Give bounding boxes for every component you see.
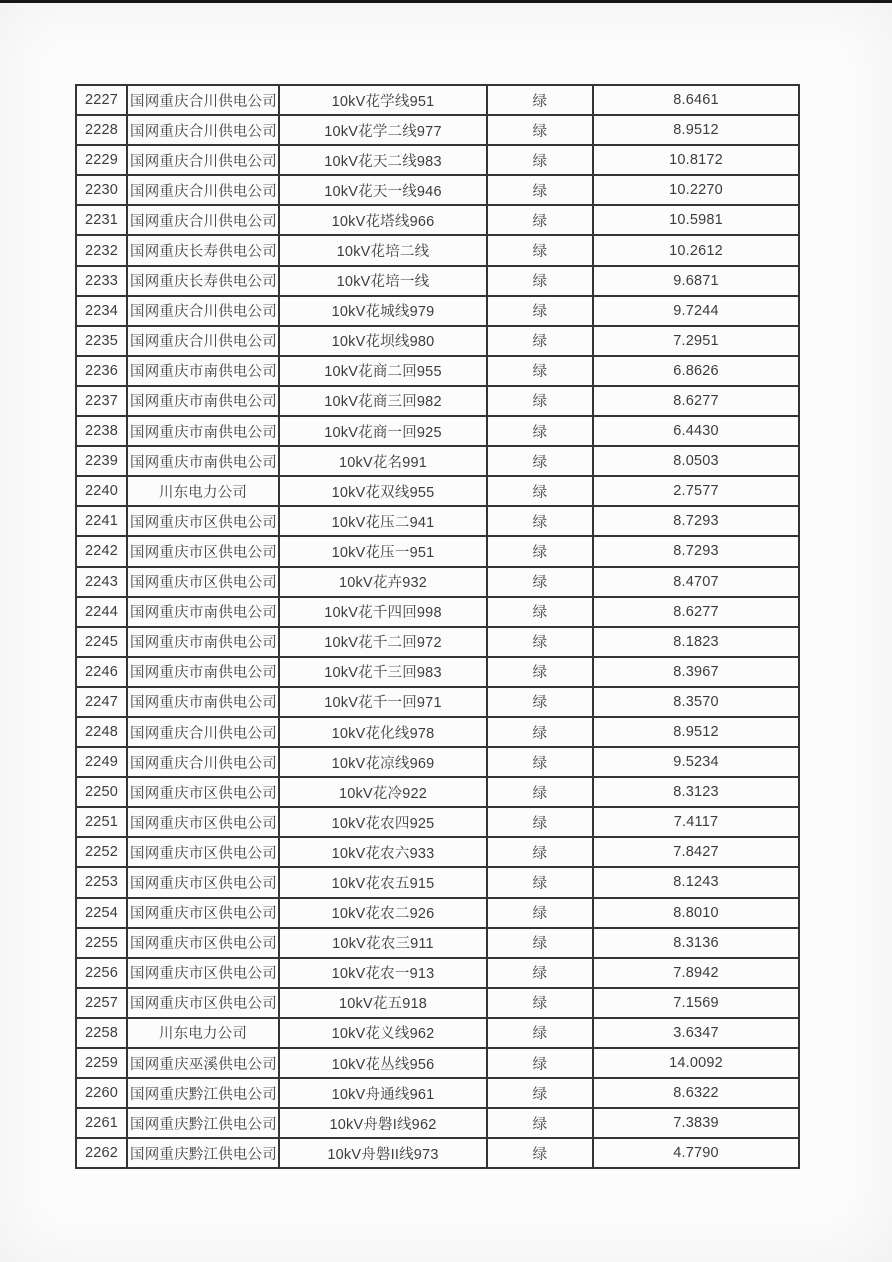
cell-company: 国网重庆市区供电公司 [127, 536, 279, 566]
cell-line: 10kV花冷922 [279, 777, 487, 807]
cell-id: 2249 [76, 747, 127, 777]
cell-id: 2229 [76, 145, 127, 175]
cell-id: 2239 [76, 446, 127, 476]
cell-company: 国网重庆巫溪供电公司 [127, 1048, 279, 1078]
cell-id: 2258 [76, 1018, 127, 1048]
table-row [76, 506, 799, 536]
cell-company: 国网重庆市区供电公司 [127, 867, 279, 897]
cell-id: 2235 [76, 326, 127, 356]
cell-value: 10.8172 [593, 145, 799, 175]
table-row [76, 567, 799, 597]
table-row [76, 235, 799, 265]
cell-company: 国网重庆长寿供电公司 [127, 235, 279, 265]
cell-id: 2243 [76, 567, 127, 597]
cell-id: 2257 [76, 988, 127, 1018]
table-row [76, 175, 799, 205]
cell-status: 绿 [487, 657, 593, 687]
table-row [76, 717, 799, 747]
cell-status: 绿 [487, 145, 593, 175]
cell-status: 绿 [487, 777, 593, 807]
cell-value: 7.3839 [593, 1108, 799, 1138]
cell-line: 10kV花农四925 [279, 807, 487, 837]
cell-id: 2240 [76, 476, 127, 506]
cell-status: 绿 [487, 1018, 593, 1048]
cell-status: 绿 [487, 115, 593, 145]
table-row [76, 988, 799, 1018]
cell-line: 10kV花学二线977 [279, 115, 487, 145]
cell-line: 10kV舟磐I线962 [279, 1108, 487, 1138]
cell-company: 国网重庆市区供电公司 [127, 567, 279, 597]
table-row [76, 356, 799, 386]
cell-line: 10kV花名991 [279, 446, 487, 476]
cell-line: 10kV花坝线980 [279, 326, 487, 356]
cell-id: 2237 [76, 386, 127, 416]
cell-status: 绿 [487, 85, 593, 115]
cell-status: 绿 [487, 476, 593, 506]
table-row [76, 597, 799, 627]
table-row [76, 687, 799, 717]
cell-status: 绿 [487, 175, 593, 205]
cell-company: 国网重庆市南供电公司 [127, 446, 279, 476]
cell-value: 8.9512 [593, 115, 799, 145]
cell-value: 4.7790 [593, 1138, 799, 1168]
cell-id: 2245 [76, 627, 127, 657]
cell-company: 国网重庆市区供电公司 [127, 777, 279, 807]
cell-company: 国网重庆市区供电公司 [127, 898, 279, 928]
cell-line: 10kV花义线962 [279, 1018, 487, 1048]
cell-company: 川东电力公司 [127, 476, 279, 506]
cell-line: 10kV花培二线 [279, 235, 487, 265]
table-row [76, 958, 799, 988]
cell-line: 10kV花天一线946 [279, 175, 487, 205]
cell-id: 2255 [76, 928, 127, 958]
cell-id: 2260 [76, 1078, 127, 1108]
cell-value: 8.9512 [593, 717, 799, 747]
cell-value: 8.4707 [593, 567, 799, 597]
cell-status: 绿 [487, 988, 593, 1018]
cell-value: 8.6461 [593, 85, 799, 115]
cell-line: 10kV花商三回982 [279, 386, 487, 416]
cell-status: 绿 [487, 597, 593, 627]
cell-value: 9.6871 [593, 266, 799, 296]
cell-value: 7.2951 [593, 326, 799, 356]
cell-value: 10.5981 [593, 205, 799, 235]
cell-id: 2252 [76, 837, 127, 867]
cell-value: 7.1569 [593, 988, 799, 1018]
cell-company: 国网重庆合川供电公司 [127, 296, 279, 326]
cell-line: 10kV花农六933 [279, 837, 487, 867]
cell-status: 绿 [487, 235, 593, 265]
cell-company: 国网重庆市南供电公司 [127, 627, 279, 657]
cell-id: 2259 [76, 1048, 127, 1078]
table-row [76, 85, 799, 115]
cell-id: 2246 [76, 657, 127, 687]
cell-status: 绿 [487, 928, 593, 958]
cell-value: 8.7293 [593, 506, 799, 536]
cell-company: 国网重庆合川供电公司 [127, 717, 279, 747]
table-row [76, 386, 799, 416]
table-row [76, 1018, 799, 1048]
cell-company: 国网重庆合川供电公司 [127, 145, 279, 175]
table-row [76, 837, 799, 867]
table-row [76, 747, 799, 777]
cell-value: 14.0092 [593, 1048, 799, 1078]
cell-status: 绿 [487, 627, 593, 657]
cell-line: 10kV花千四回998 [279, 597, 487, 627]
cell-line: 10kV花压二941 [279, 506, 487, 536]
table-row [76, 898, 799, 928]
cell-value: 9.5234 [593, 747, 799, 777]
cell-value: 7.8427 [593, 837, 799, 867]
cell-id: 2261 [76, 1108, 127, 1138]
cell-id: 2250 [76, 777, 127, 807]
cell-line: 10kV花化线978 [279, 717, 487, 747]
cell-value: 10.2612 [593, 235, 799, 265]
cell-status: 绿 [487, 747, 593, 777]
cell-value: 8.3570 [593, 687, 799, 717]
cell-value: 6.4430 [593, 416, 799, 446]
table-row [76, 115, 799, 145]
cell-line: 10kV花卉932 [279, 567, 487, 597]
cell-company: 国网重庆市区供电公司 [127, 988, 279, 1018]
cell-value: 3.6347 [593, 1018, 799, 1048]
cell-line: 10kV花丛线956 [279, 1048, 487, 1078]
cell-company: 国网重庆市南供电公司 [127, 386, 279, 416]
cell-status: 绿 [487, 717, 593, 747]
cell-value: 8.3123 [593, 777, 799, 807]
table-row [76, 928, 799, 958]
cell-id: 2247 [76, 687, 127, 717]
cell-status: 绿 [487, 1138, 593, 1168]
cell-value: 7.8942 [593, 958, 799, 988]
cell-line: 10kV花双线955 [279, 476, 487, 506]
cell-id: 2230 [76, 175, 127, 205]
cell-company: 国网重庆市南供电公司 [127, 356, 279, 386]
cell-company: 国网重庆长寿供电公司 [127, 266, 279, 296]
cell-company: 国网重庆市南供电公司 [127, 657, 279, 687]
cell-value: 8.3136 [593, 928, 799, 958]
table-body [76, 85, 799, 1168]
table-row [76, 657, 799, 687]
cell-line: 10kV花农二926 [279, 898, 487, 928]
table-row [76, 446, 799, 476]
cell-value: 8.1823 [593, 627, 799, 657]
cell-company: 国网重庆市区供电公司 [127, 506, 279, 536]
cell-id: 2262 [76, 1138, 127, 1168]
cell-status: 绿 [487, 416, 593, 446]
cell-value: 9.7244 [593, 296, 799, 326]
cell-company: 国网重庆市区供电公司 [127, 958, 279, 988]
cell-line: 10kV花塔线966 [279, 205, 487, 235]
cell-id: 2227 [76, 85, 127, 115]
cell-company: 国网重庆黔江供电公司 [127, 1108, 279, 1138]
cell-value: 8.3967 [593, 657, 799, 687]
cell-value: 2.7577 [593, 476, 799, 506]
cell-status: 绿 [487, 205, 593, 235]
table-row [76, 1108, 799, 1138]
cell-company: 国网重庆黔江供电公司 [127, 1138, 279, 1168]
cell-company: 国网重庆黔江供电公司 [127, 1078, 279, 1108]
cell-line: 10kV花天二线983 [279, 145, 487, 175]
table-row [76, 326, 799, 356]
cell-line: 10kV花千一回971 [279, 687, 487, 717]
cell-id: 2248 [76, 717, 127, 747]
table-row [76, 1048, 799, 1078]
cell-status: 绿 [487, 1048, 593, 1078]
cell-id: 2234 [76, 296, 127, 326]
cell-value: 8.0503 [593, 446, 799, 476]
table-row [76, 145, 799, 175]
cell-id: 2232 [76, 235, 127, 265]
cell-line: 10kV花千三回983 [279, 657, 487, 687]
cell-value: 8.1243 [593, 867, 799, 897]
cell-line: 10kV花农一913 [279, 958, 487, 988]
cell-value: 8.6322 [593, 1078, 799, 1108]
cell-company: 国网重庆市区供电公司 [127, 807, 279, 837]
cell-status: 绿 [487, 356, 593, 386]
table-row [76, 627, 799, 657]
cell-id: 2231 [76, 205, 127, 235]
power-line-table [75, 84, 800, 1169]
cell-line: 10kV花千二回972 [279, 627, 487, 657]
cell-company: 国网重庆合川供电公司 [127, 115, 279, 145]
cell-status: 绿 [487, 506, 593, 536]
cell-line: 10kV花商一回925 [279, 416, 487, 446]
cell-line: 10kV舟通线961 [279, 1078, 487, 1108]
table-row [76, 1138, 799, 1168]
table-row [76, 536, 799, 566]
cell-status: 绿 [487, 266, 593, 296]
table-row [76, 296, 799, 326]
cell-status: 绿 [487, 567, 593, 597]
cell-company: 川东电力公司 [127, 1018, 279, 1048]
cell-status: 绿 [487, 837, 593, 867]
cell-company: 国网重庆市南供电公司 [127, 687, 279, 717]
cell-line: 10kV舟磐II线973 [279, 1138, 487, 1168]
cell-company: 国网重庆市南供电公司 [127, 416, 279, 446]
cell-id: 2256 [76, 958, 127, 988]
cell-line: 10kV花商二回955 [279, 356, 487, 386]
cell-company: 国网重庆市区供电公司 [127, 837, 279, 867]
cell-value: 8.8010 [593, 898, 799, 928]
table-row [76, 867, 799, 897]
cell-value: 8.7293 [593, 536, 799, 566]
cell-line: 10kV花学线951 [279, 85, 487, 115]
cell-company: 国网重庆合川供电公司 [127, 85, 279, 115]
cell-status: 绿 [487, 807, 593, 837]
cell-line: 10kV花城线979 [279, 296, 487, 326]
cell-id: 2238 [76, 416, 127, 446]
cell-status: 绿 [487, 326, 593, 356]
table-row [76, 416, 799, 446]
cell-id: 2228 [76, 115, 127, 145]
cell-line: 10kV花培一线 [279, 266, 487, 296]
cell-company: 国网重庆合川供电公司 [127, 326, 279, 356]
cell-status: 绿 [487, 446, 593, 476]
table-row [76, 807, 799, 837]
cell-status: 绿 [487, 958, 593, 988]
cell-value: 8.6277 [593, 386, 799, 416]
cell-status: 绿 [487, 687, 593, 717]
cell-company: 国网重庆合川供电公司 [127, 205, 279, 235]
cell-line: 10kV花凉线969 [279, 747, 487, 777]
cell-status: 绿 [487, 867, 593, 897]
cell-company: 国网重庆合川供电公司 [127, 175, 279, 205]
cell-status: 绿 [487, 898, 593, 928]
cell-id: 2253 [76, 867, 127, 897]
table-row [76, 476, 799, 506]
table-row [76, 205, 799, 235]
cell-id: 2241 [76, 506, 127, 536]
cell-company: 国网重庆市区供电公司 [127, 928, 279, 958]
table-row [76, 266, 799, 296]
cell-value: 8.6277 [593, 597, 799, 627]
cell-id: 2254 [76, 898, 127, 928]
cell-company: 国网重庆市南供电公司 [127, 597, 279, 627]
cell-line: 10kV花农三911 [279, 928, 487, 958]
cell-value: 6.8626 [593, 356, 799, 386]
cell-company: 国网重庆合川供电公司 [127, 747, 279, 777]
cell-line: 10kV花五918 [279, 988, 487, 1018]
cell-line: 10kV花农五915 [279, 867, 487, 897]
page-top-rule [0, 0, 892, 3]
table-row [76, 777, 799, 807]
cell-id: 2251 [76, 807, 127, 837]
cell-line: 10kV花压一951 [279, 536, 487, 566]
cell-value: 10.2270 [593, 175, 799, 205]
cell-status: 绿 [487, 386, 593, 416]
cell-status: 绿 [487, 296, 593, 326]
cell-status: 绿 [487, 1108, 593, 1138]
cell-value: 7.4117 [593, 807, 799, 837]
cell-id: 2244 [76, 597, 127, 627]
cell-id: 2242 [76, 536, 127, 566]
cell-id: 2233 [76, 266, 127, 296]
cell-status: 绿 [487, 1078, 593, 1108]
cell-id: 2236 [76, 356, 127, 386]
cell-status: 绿 [487, 536, 593, 566]
table-row [76, 1078, 799, 1108]
